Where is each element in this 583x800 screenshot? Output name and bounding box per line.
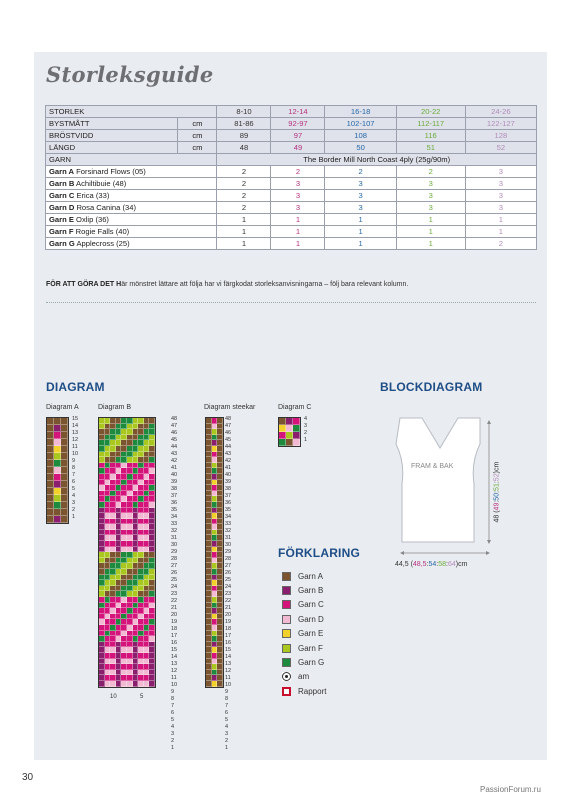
divider xyxy=(46,302,536,303)
yarn-row xyxy=(46,202,537,214)
yarn-name: Achiltibuie (48) xyxy=(76,179,127,188)
chart-cell xyxy=(293,418,300,425)
size-col-2: 12-14 xyxy=(271,106,325,118)
legend-label: Garn F xyxy=(298,643,323,653)
chart-cell xyxy=(286,425,293,432)
diagram-a-label: Diagram A xyxy=(46,404,79,411)
yarn-row xyxy=(46,214,537,226)
yarn-quantity: 3 xyxy=(396,178,465,190)
legend-label: Garn E xyxy=(298,629,324,639)
height-dimension-line xyxy=(485,420,493,544)
note-text: är mönstret lättare att följa har vi färgkodat storleksanvisningarna – följ bara relevant kolumn. xyxy=(121,281,409,288)
chart-cell xyxy=(61,509,68,516)
chart-cell xyxy=(54,481,61,488)
legend-heading: FÖRKLARING xyxy=(278,546,360,560)
measure-unit: cm xyxy=(178,142,217,154)
chart-cell xyxy=(54,474,61,481)
measure-value: 81-86 xyxy=(217,118,271,130)
legend-swatch xyxy=(282,586,291,595)
size-col-5: 24-26 xyxy=(465,106,536,118)
yarn-quantity: 2 xyxy=(217,202,271,214)
diagram-b-chart xyxy=(98,417,156,688)
chart-cell xyxy=(279,439,286,446)
diagram-a-chart xyxy=(46,417,69,524)
measure-row xyxy=(46,130,537,142)
chart-cell xyxy=(61,453,68,460)
chart-cell xyxy=(47,502,54,509)
legend-list xyxy=(282,569,326,699)
width-measure xyxy=(395,561,467,568)
yarn-quantity: 3 xyxy=(325,202,396,214)
yarn-name: Rogie Falls (40) xyxy=(75,227,130,236)
diagram-a-row-numbers: 15 14 13 12 11 10 9 8 7 6 5 4 3 2 1 xyxy=(72,416,79,520)
yarn-quantity: 2 xyxy=(271,166,325,178)
legend-item xyxy=(282,569,326,583)
yarn-quantity: 3 xyxy=(465,166,536,178)
diagram-b-label: Diagram B xyxy=(98,404,132,411)
chart-cell xyxy=(61,460,68,467)
yarn-code: Garn A xyxy=(49,167,75,176)
site-watermark: PassionForum.ru xyxy=(480,785,541,794)
chart-cell xyxy=(54,495,61,502)
chart-cell xyxy=(54,488,61,495)
page-number: 30 xyxy=(22,772,34,783)
measure-row xyxy=(46,118,537,130)
chart-cell xyxy=(61,446,68,453)
width-part: 48,5 xyxy=(412,561,427,568)
measure-value: 122-127 xyxy=(465,118,536,130)
height-part: 52 xyxy=(493,473,501,482)
legend-label: Garn G xyxy=(298,658,325,668)
yarn-quantity: 1 xyxy=(217,214,271,226)
yarn-quantity: 1 xyxy=(271,226,325,238)
yarn-code: Garn D xyxy=(49,203,75,212)
yarn-row xyxy=(46,226,537,238)
width-part: : xyxy=(446,561,448,568)
measure-value: 102-107 xyxy=(325,118,396,130)
chart-cell xyxy=(54,453,61,460)
legend-item xyxy=(282,670,326,684)
yarn-quantity: 2 xyxy=(325,166,396,178)
diagram-b-col-5: 5 xyxy=(140,694,144,700)
legend-item xyxy=(282,583,326,597)
yarn-code: Garn B xyxy=(49,179,75,188)
measure-label: BYSTMÅTT xyxy=(46,118,178,130)
legend-label: Garn D xyxy=(298,614,324,624)
yarn-quantity: 3 xyxy=(271,202,325,214)
diagram-b-row-numbers: 48 47 46 45 44 43 42 41 40 39 38 37 36 35 34 33 32 31 30 29 28 27 26 25 24 23 22 21 20 19 18 17 16 15 14 13 12 11 10 9 8 7 6 5 4 3 2 1 xyxy=(171,416,178,751)
height-part: )cm xyxy=(493,461,501,474)
yarn-label xyxy=(46,214,217,226)
yarn-name: Erica (33) xyxy=(76,191,110,200)
chart-cell xyxy=(217,681,223,687)
width-part: 58 xyxy=(438,561,447,568)
chart-cell xyxy=(61,432,68,439)
measure-value: 48 xyxy=(217,142,271,154)
yarn-code: Garn F xyxy=(49,227,74,236)
yarn-row xyxy=(46,166,537,178)
chart-cell xyxy=(54,425,61,432)
yarn-quantity: 3 xyxy=(325,190,396,202)
chart-cell xyxy=(47,488,54,495)
height-measure xyxy=(494,453,501,523)
legend-swatch xyxy=(282,672,291,681)
legend-label: Garn B xyxy=(298,586,324,596)
legend-item xyxy=(282,655,326,669)
yarn-quantity: 1 xyxy=(396,214,465,226)
legend-label: Garn C xyxy=(298,600,324,610)
yarn-quantity: 3 xyxy=(271,178,325,190)
width-part: 54 xyxy=(428,561,437,568)
size-col-1: 8-10 xyxy=(217,106,271,118)
measure-value: 52 xyxy=(465,142,536,154)
height-part: 50 xyxy=(493,492,501,501)
yarn-quantity: 3 xyxy=(465,190,536,202)
yarn-label xyxy=(46,238,217,250)
chart-cell xyxy=(293,432,300,439)
legend-label: am xyxy=(298,672,310,682)
size-note xyxy=(46,281,408,288)
yarn-quantity: 1 xyxy=(217,226,271,238)
chart-cell xyxy=(47,432,54,439)
yarn-name: Rosa Canina (34) xyxy=(76,203,136,212)
diagram-steek-chart xyxy=(205,417,224,688)
chart-cell xyxy=(47,516,54,523)
legend-swatch xyxy=(282,687,291,696)
chart-cell xyxy=(61,488,68,495)
measure-value: 97 xyxy=(271,130,325,142)
legend-item xyxy=(282,684,326,698)
yarn-code: Garn C xyxy=(49,191,75,200)
chart-cell xyxy=(47,467,54,474)
chart-cell xyxy=(279,425,286,432)
yarn-quantity: 1 xyxy=(271,214,325,226)
legend-item xyxy=(282,598,326,612)
yarn-quantity: 3 xyxy=(465,178,536,190)
height-part: : xyxy=(493,500,501,503)
size-header-label: STORLEK xyxy=(46,106,217,118)
front-back-label: FRAM & BAK xyxy=(411,463,454,470)
chart-cell xyxy=(47,446,54,453)
chart-cell xyxy=(47,418,54,425)
measure-value: 116 xyxy=(396,130,465,142)
legend-swatch xyxy=(282,644,291,653)
size-table xyxy=(45,105,537,250)
chart-cell xyxy=(61,418,68,425)
diagram-heading: DIAGRAM xyxy=(46,380,105,394)
measure-unit: cm xyxy=(178,130,217,142)
legend-item xyxy=(282,627,326,641)
yarn-quantity: 1 xyxy=(396,238,465,250)
size-col-3: 16-18 xyxy=(325,106,396,118)
chart-cell xyxy=(279,432,286,439)
yarn-quantity: 1 xyxy=(465,226,536,238)
measure-value: 50 xyxy=(325,142,396,154)
page-title: Storleksguide xyxy=(46,62,214,87)
chart-cell xyxy=(149,681,155,687)
chart-cell xyxy=(54,502,61,509)
note-bold: FÖR ATT GÖRA DET H xyxy=(46,281,122,288)
block-heading: BLOCKDIAGRAM xyxy=(380,380,483,394)
diagram-b-col-10: 10 xyxy=(110,694,117,700)
legend-label: Garn A xyxy=(298,571,323,581)
yarn-quantity: 1 xyxy=(325,238,396,250)
yarn-quantity: 1 xyxy=(271,238,325,250)
legend-label: Rapport xyxy=(298,686,327,696)
legend-swatch xyxy=(282,600,291,609)
width-part: )cm xyxy=(455,561,468,568)
legend-item xyxy=(282,641,326,655)
chart-cell xyxy=(47,439,54,446)
measure-label: LÄNGD xyxy=(46,142,178,154)
yarn-quantity: 2 xyxy=(217,190,271,202)
chart-cell xyxy=(54,432,61,439)
chart-cell xyxy=(61,516,68,523)
height-part: 49 xyxy=(493,502,501,511)
chart-cell xyxy=(54,516,61,523)
yarn-label xyxy=(46,166,217,178)
diagram-steek-row-numbers: 48 47 46 45 44 43 42 41 40 39 38 37 36 35 34 33 32 31 30 29 28 27 26 25 24 23 22 21 20 19 18 17 16 15 14 13 12 11 10 9 8 7 6 5 4 3 2 1 xyxy=(225,416,232,751)
chart-cell xyxy=(61,425,68,432)
yarn-quantity: 3 xyxy=(396,202,465,214)
yarn-quantity: 2 xyxy=(396,166,465,178)
chart-cell xyxy=(61,474,68,481)
vest-outline xyxy=(392,414,492,546)
chart-cell xyxy=(54,446,61,453)
measure-row xyxy=(46,142,537,154)
height-part: : xyxy=(493,490,501,493)
yarn-quantity: 3 xyxy=(325,178,396,190)
yarn-label xyxy=(46,202,217,214)
yarn-row xyxy=(46,178,537,190)
chart-cell xyxy=(61,502,68,509)
height-part: : xyxy=(493,481,501,484)
yarn-quantity: 3 xyxy=(396,190,465,202)
chart-cell xyxy=(54,460,61,467)
legend-swatch xyxy=(282,629,291,638)
size-col-4: 20-22 xyxy=(396,106,465,118)
yarn-quantity: 1 xyxy=(325,226,396,238)
yarn-quantity: 2 xyxy=(465,238,536,250)
garn-source: The Border Mill North Coast 4ply (25g/90m) xyxy=(217,154,537,166)
yarn-row xyxy=(46,238,537,250)
width-part: : xyxy=(436,561,439,568)
measure-value: 49 xyxy=(271,142,325,154)
chart-cell xyxy=(286,418,293,425)
garn-label: GARN xyxy=(46,154,217,166)
chart-cell xyxy=(286,432,293,439)
chart-cell xyxy=(47,509,54,516)
chart-cell xyxy=(279,418,286,425)
chart-cell xyxy=(61,495,68,502)
yarn-label xyxy=(46,178,217,190)
yarn-quantity: 1 xyxy=(325,214,396,226)
chart-cell xyxy=(47,453,54,460)
legend-item xyxy=(282,612,326,626)
diagram-c-label: Diagram C xyxy=(278,404,312,411)
yarn-name: Forsinard Flows (05) xyxy=(76,167,146,176)
garn-row xyxy=(46,154,537,166)
legend-swatch xyxy=(282,658,291,667)
chart-cell xyxy=(47,425,54,432)
measure-label: BRÖSTVIDD xyxy=(46,130,178,142)
chart-cell xyxy=(47,481,54,488)
diagram-steek-label: Diagram steekar xyxy=(204,404,256,411)
height-part: 51 xyxy=(493,483,501,491)
measure-value: 112-117 xyxy=(396,118,465,130)
diagram-c-chart xyxy=(278,417,301,447)
chart-cell xyxy=(54,467,61,474)
chart-cell xyxy=(54,439,61,446)
width-part: 44,5 ( xyxy=(395,561,413,568)
chart-cell xyxy=(61,439,68,446)
yarn-row xyxy=(46,190,537,202)
yarn-quantity: 3 xyxy=(271,190,325,202)
size-header-row xyxy=(46,106,537,118)
legend-swatch xyxy=(282,615,291,624)
chart-cell xyxy=(61,467,68,474)
yarn-rows xyxy=(46,166,537,250)
chart-cell xyxy=(54,509,61,516)
yarn-quantity: 1 xyxy=(396,226,465,238)
yarn-quantity: 3 xyxy=(465,202,536,214)
legend-swatch xyxy=(282,572,291,581)
chart-cell xyxy=(47,460,54,467)
yarn-quantity: 2 xyxy=(217,178,271,190)
yarn-label xyxy=(46,226,217,238)
chart-cell xyxy=(47,495,54,502)
yarn-quantity: 1 xyxy=(217,238,271,250)
chart-cell xyxy=(61,481,68,488)
chart-cell xyxy=(54,418,61,425)
yarn-quantity: 1 xyxy=(465,214,536,226)
yarn-label xyxy=(46,190,217,202)
measure-value: 89 xyxy=(217,130,271,142)
yarn-code: Garn G xyxy=(49,239,75,248)
measure-value: 128 xyxy=(465,130,536,142)
measure-value: 92-97 xyxy=(271,118,325,130)
height-part: 48 ( xyxy=(493,510,501,523)
yarn-name: Oxlip (36) xyxy=(76,215,109,224)
chart-cell xyxy=(47,474,54,481)
yarn-code: Garn E xyxy=(49,215,74,224)
measure-value: 51 xyxy=(396,142,465,154)
chart-cell xyxy=(293,439,300,446)
yarn-name: Applecross (25) xyxy=(76,239,130,248)
yarn-quantity: 2 xyxy=(217,166,271,178)
chart-cell xyxy=(286,439,293,446)
width-dimension-line xyxy=(400,549,490,557)
width-part: : xyxy=(426,561,429,568)
diagram-c-row-numbers: 4 3 2 1 xyxy=(304,416,308,443)
width-part: 64 xyxy=(447,561,456,568)
measure-unit: cm xyxy=(178,118,217,130)
measure-value: 108 xyxy=(325,130,396,142)
chart-cell xyxy=(293,425,300,432)
